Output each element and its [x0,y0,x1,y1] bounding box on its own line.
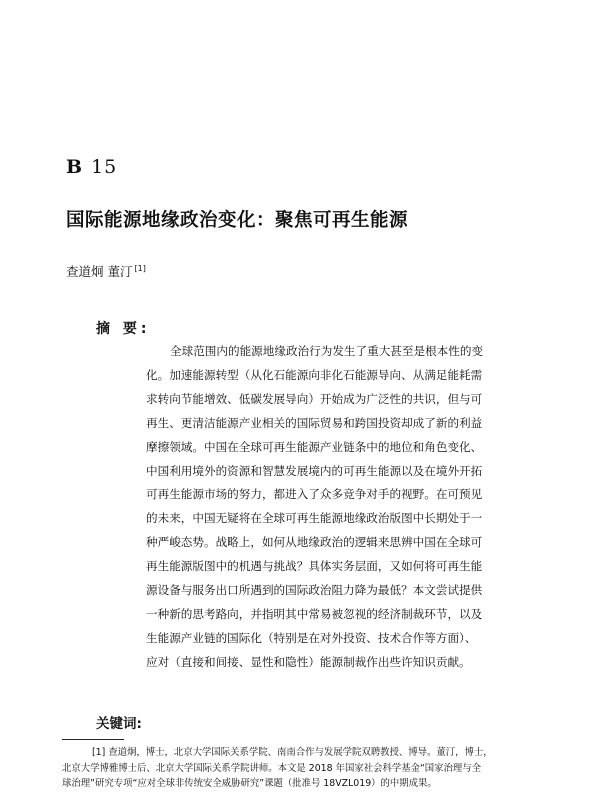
abstract-line: 的未来，中国无疑将在全球可再生能源地缘政治版图中长期处于一 [146,511,483,526]
abstract-body [146,340,538,675]
abstract-line: 求转向节能增效、低碳发展导向）开始成为广泛性的共识，但与可 [146,391,483,406]
keywords-label: 关键词: [96,716,142,732]
footnote-line: 球治理”研究专项“应对全球非传统安全威胁研究”课题（批准号 18VZL019）的中期成果。 [62,778,437,789]
abstract-line: 全球范围内的能源地缘政治行为发生了重大甚至是根本性的变 [170,344,484,358]
abstract-line: 可再生能源市场的努力，都进入了众多竞争对手的视野。在可预见 [146,487,483,502]
paper-title: 国际能源地缘政治变化：聚焦可再生能源 [66,210,409,231]
abstract-line: 化。加速能源转型（从化石能源向非化石能源导向、从满足能耗需 [146,367,483,382]
abstract-line: 一种新的思考路向，并指明其中常易被忽视的经济制裁环节，以及 [146,606,483,621]
abstract-line: 摩擦领域。中国在全球可再生能源产业链条中的地位和角色变化、 [146,439,483,454]
abstract-line: 中国利用境外的资源和智慧发展境内的可再生能源以及在境外开拓 [146,463,483,478]
footnote-line: 北京大学博雅博士后、北京大学国际关系学院讲师。本文是 2018 年国家社会科学基金“国家治理与全 [62,762,482,774]
abstract-line: 种严峻态势。战略上，如何从地缘政治的逻辑来思辨中国在全球可 [146,535,483,550]
chapter-heading [66,156,117,178]
abstract-line: 生能源产业链的国际化（特别是在对外投资、技术合作等方面）、 [146,630,477,645]
abstract-label: 摘 要: [96,321,151,337]
footnote-divider [62,739,124,740]
author-footnote-ref: [1] [134,263,146,273]
chapter-number: 15 [91,156,118,178]
footnote-line: [1] 查道炯，博士，北京大学国际关系学院、南南合作与发展学院双聘教授、博导。董汀，博士， [92,747,493,758]
abstract-line: 应对（直接和间接、显性和隐性）能源制裁作出些许知识贡献。 [146,654,471,669]
chapter-mark: B [66,156,84,178]
footnote [62,745,542,792]
authors [66,262,146,280]
abstract-line: 再生、更清洁能源产业相关的国际贸易和跨国投资却成了新的利益 [146,415,483,430]
abstract-line: 再生能源版图中的机遇与挑战？具体实务层面，又如何将可再生能 [146,559,483,574]
author-names: 查道炯 董汀 [66,264,133,279]
abstract-line: 源设备与服务出口所遇到的国际政治阻力降为最低？本文尝试提供 [146,583,483,598]
